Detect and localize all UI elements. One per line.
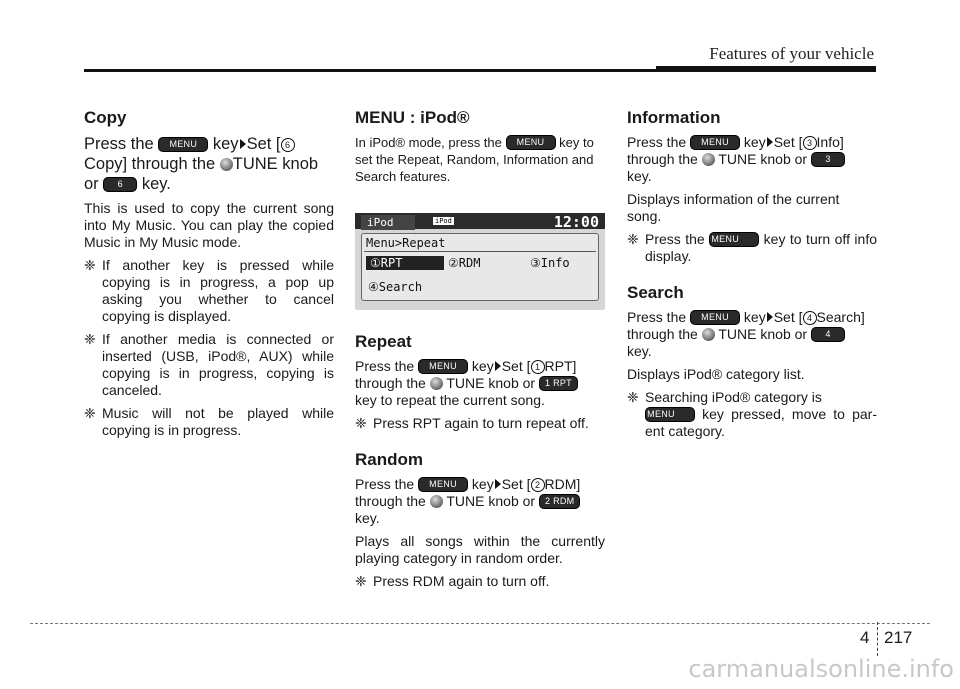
menu-ipod-description: In iPod® mode, press the MENU key to set the Repeat, Random, Information and Search features. [355, 135, 594, 184]
column-copy [84, 108, 334, 445]
tune-knob-icon [430, 495, 443, 508]
header-rule-accent [656, 66, 876, 72]
arrow-right-icon [767, 137, 773, 147]
menu-key-icon: MENU [506, 135, 556, 150]
screen-menu-frame [361, 233, 599, 301]
search-instruction: Press the MENU key Set [ 4 Search] through the TUNE knob or 4 key. [627, 309, 865, 359]
copy-note-2: ❈ If another media is connected or inserted (USB, iPod®, AUX) while copying is in progress, copying is canceled. [84, 331, 334, 398]
page-number-divider [877, 622, 879, 656]
page-header-title: Features of your vehicle [709, 44, 874, 63]
random-description: Plays all songs within the currently playing category in random order. [355, 533, 605, 566]
note-icon: ❈ [627, 231, 639, 247]
note-icon: ❈ [355, 573, 367, 589]
arrow-right-icon [495, 479, 501, 489]
copy-note-3: ❈ Music will not be played while copying is in progress. [84, 405, 334, 438]
note-icon: ❈ [84, 405, 96, 421]
information-instruction: Press the MENU key Set [ 3 Info] through the TUNE knob or 3 key. [627, 134, 844, 184]
screen-item-info: ③Info [530, 256, 570, 270]
tune-knob-icon [702, 153, 715, 166]
ipod-menu-screen [355, 213, 605, 310]
random-heading: Random [355, 450, 423, 469]
screen-menu-path: Menu>Repeat [366, 236, 446, 250]
copy-description: This is used to copy the current song into My Music. You can play the copied Music in My Music mode. [84, 200, 334, 250]
information-note: ❈ Press the MENU key to turn off info display. [627, 231, 877, 264]
tune-knob-icon [220, 158, 233, 171]
note-icon: ❈ [355, 415, 367, 431]
menu-ipod-heading: MENU : iPod® [355, 108, 470, 127]
column-information [627, 108, 877, 446]
key-1-rpt-icon: 1 RPT [539, 376, 578, 391]
menu-key-icon: MENU [690, 135, 740, 150]
menu-key-icon: MENU [690, 310, 740, 325]
repeat-note: ❈ Press RPT again to turn repeat off. [355, 415, 589, 431]
number-4-icon: 4 [803, 311, 817, 325]
key-3-icon: 3 [811, 152, 845, 167]
arrow-right-icon [767, 312, 773, 322]
arrow-right-icon [495, 361, 501, 371]
information-heading: Information [627, 108, 721, 127]
key-6-icon: 6 [103, 177, 137, 192]
screen-item-rpt: ①RPT [366, 256, 444, 270]
number-1-icon: 1 [531, 360, 545, 374]
tune-knob-icon [702, 328, 715, 341]
repeat-heading: Repeat [355, 332, 412, 351]
tune-knob-icon [430, 377, 443, 390]
search-heading: Search [627, 283, 684, 302]
key-2-rdm-icon: 2 RDM [539, 494, 581, 509]
arrow-right-icon [240, 139, 246, 149]
screen-ipod-tab: iPod [361, 215, 415, 230]
note-icon: ❈ [84, 257, 96, 273]
screen-item-rdm: ②RDM [448, 256, 481, 270]
copy-heading: Copy [84, 108, 127, 127]
random-instruction: Press the MENU key Set [ 2 RDM] through the TUNE knob or 2 RDM key. [355, 476, 581, 526]
key-4-icon: 4 [811, 327, 845, 342]
copy-instruction: Press the MENU key Set [ 6 Copy] through the TUNE knob or 6 key. [84, 135, 319, 193]
screen-ipod-badge: iPod [435, 217, 452, 225]
random-note: ❈ Press RDM again to turn off. [355, 573, 550, 589]
number-3-icon: 3 [803, 136, 817, 150]
footer-rule [30, 623, 930, 624]
watermark: carmanualsonline.info [688, 655, 954, 683]
column-menu-ipod [355, 108, 605, 596]
screen-item-search: ④Search [368, 280, 423, 294]
menu-key-icon: MENU [418, 359, 468, 374]
menu-key-icon: MENU [418, 477, 468, 492]
note-icon: ❈ [627, 389, 639, 405]
menu-key-icon: MENU [709, 232, 759, 247]
search-note: ❈ Searching iPod® category is MENU key pressed, move to par-ent category. [627, 389, 877, 439]
screen-clock: 12:00 [553, 213, 599, 231]
menu-key-icon: MENU [158, 137, 208, 152]
page-number: 217 [884, 628, 913, 647]
section-number: 4 [860, 628, 870, 647]
screen-divider [364, 251, 596, 252]
repeat-instruction: Press the MENU key Set [ 1 RPT] through the TUNE knob or 1 RPT key to repeat the current song. [355, 358, 577, 408]
copy-note-1: ❈ If another key is pressed while copying is in progress, a pop up asking you whether to cancel copying is displayed. [84, 257, 334, 324]
number-6-icon: 6 [281, 138, 295, 152]
menu-key-icon: MENU [645, 407, 695, 422]
note-icon: ❈ [84, 331, 96, 347]
number-2-icon: 2 [531, 478, 545, 492]
information-description: Displays information of the current song. [627, 191, 840, 224]
search-description: Displays iPod® category list. [627, 366, 805, 382]
